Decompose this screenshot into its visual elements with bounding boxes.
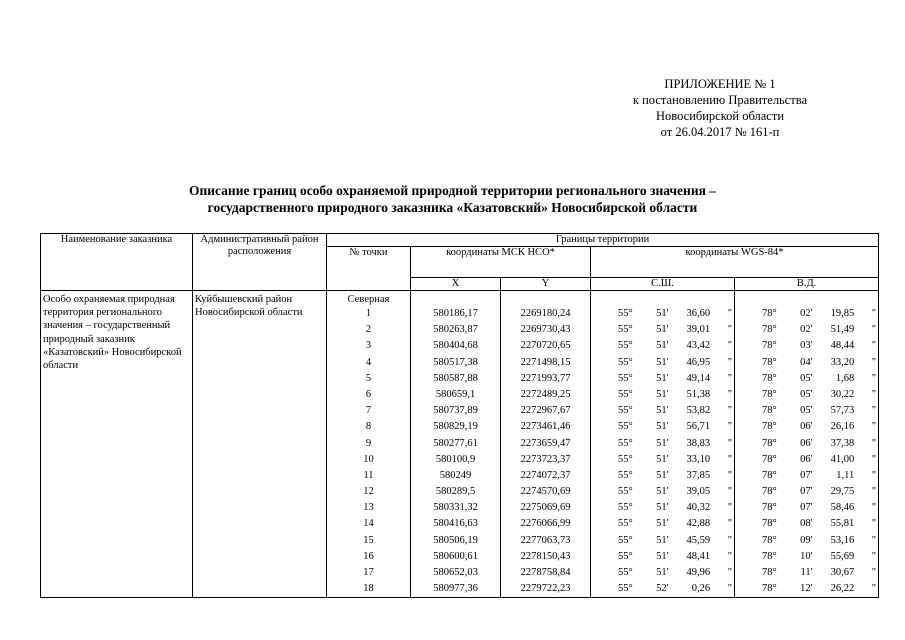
x-coords-cell — [411, 291, 501, 598]
seconds-mark: " — [871, 469, 877, 481]
lon-minutes: 04' — [800, 356, 813, 368]
seconds-mark: " — [727, 324, 733, 336]
point-number: 10 — [363, 453, 374, 465]
appendix-line-1: ПРИЛОЖЕНИЕ № 1 — [664, 77, 776, 91]
lat-degrees: 55° — [618, 421, 633, 433]
lon-seconds: 55,81 — [830, 518, 855, 530]
lat-minutes: 51' — [656, 405, 669, 417]
point-number: 17 — [363, 567, 374, 578]
lon-minutes: 03' — [800, 340, 813, 352]
header-y: Y — [501, 278, 591, 291]
lon-seconds: 37,38 — [830, 437, 855, 449]
seconds-mark: " — [727, 372, 733, 384]
lon-minutes: 08' — [800, 518, 813, 530]
y-value: 2271993,77 — [520, 372, 571, 384]
lon-minutes: 06' — [800, 437, 813, 449]
seconds-mark: " — [727, 453, 733, 465]
lat-minutes: 51' — [656, 453, 669, 465]
lon-degrees: 78° — [762, 518, 777, 530]
borders-table — [40, 233, 879, 598]
point-number: 4 — [365, 356, 372, 368]
x-value: 580829,19 — [433, 421, 478, 433]
lat-seconds: 37,85 — [686, 469, 711, 481]
lon-minutes: 06' — [800, 421, 813, 433]
y-value: 2274570,69 — [520, 486, 571, 498]
lat-list — [593, 306, 732, 597]
seconds-mark: " — [871, 388, 877, 400]
lat-seconds: 33,10 — [686, 453, 711, 465]
seconds-mark: " — [727, 486, 733, 498]
header-name: Наименование заказника — [41, 234, 193, 291]
lat-minutes: 51' — [656, 372, 669, 384]
y-value: 2270720,65 — [520, 340, 571, 352]
seconds-mark: " — [871, 437, 877, 449]
lat-degrees: 55° — [618, 469, 633, 481]
lon-value — [737, 322, 876, 338]
lat-value — [593, 355, 732, 371]
lon-seconds: 26,16 — [830, 421, 855, 433]
lat-minutes: 51' — [656, 356, 669, 368]
y-value: 2271498,15 — [520, 356, 571, 368]
lat-minutes: 51' — [656, 469, 669, 481]
lat-minutes: 51' — [656, 486, 669, 498]
lat-degrees: 55° — [618, 356, 633, 368]
lat-value — [593, 516, 732, 532]
lon-minutes: 05' — [800, 388, 813, 400]
lat-minutes: 51' — [656, 308, 669, 319]
point-number: 12 — [363, 486, 374, 498]
seconds-mark: " — [871, 518, 877, 530]
x-value: 580289,5 — [435, 486, 476, 498]
x-value: 580506,19 — [433, 534, 478, 546]
x-value: 580263,87 — [433, 324, 478, 336]
y-coords-cell — [501, 291, 591, 598]
seconds-mark: " — [727, 388, 733, 400]
header-borders: Границы территории — [327, 234, 879, 247]
lon-value — [737, 500, 876, 516]
lat-seconds: 45,59 — [686, 534, 711, 546]
title-line-1: Описание границ особо охраняемой природной территории регионального значения – — [188, 183, 717, 198]
lon-degrees: 78° — [762, 534, 777, 546]
lat-degrees: 55° — [618, 388, 633, 400]
x-value: 580249 — [439, 469, 472, 481]
seconds-mark: " — [727, 502, 733, 514]
lon-degrees: 78° — [762, 340, 777, 352]
lon-degrees: 78° — [762, 437, 777, 449]
x-value: 580100,9 — [435, 453, 476, 465]
y-value: 2278150,43 — [520, 550, 571, 562]
lon-value — [737, 371, 876, 387]
seconds-mark: " — [871, 340, 877, 352]
lat-seconds: 53,82 — [686, 405, 711, 417]
lat-minutes: 51' — [656, 421, 669, 433]
point-number: 2 — [365, 324, 372, 336]
x-value: 580277,61 — [433, 437, 478, 449]
header-point-no: № точки — [327, 247, 411, 291]
lon-minutes: 06' — [800, 453, 813, 465]
lat-value — [593, 581, 732, 597]
lon-value — [737, 403, 876, 419]
lat-seconds: 46,95 — [686, 356, 711, 368]
lat-degrees: 55° — [618, 437, 633, 449]
seconds-mark: " — [871, 405, 877, 417]
lon-degrees: 78° — [762, 388, 777, 400]
lon-value — [737, 484, 876, 500]
lat-seconds: 42,88 — [686, 518, 711, 530]
lon-seconds: 33,20 — [830, 356, 855, 368]
lon-value — [737, 419, 876, 435]
lat-seconds: 49,96 — [686, 567, 711, 578]
lat-minutes: 51' — [656, 534, 669, 546]
lon-value — [737, 565, 876, 581]
seconds-mark: " — [727, 308, 733, 319]
lat-seconds: 0,26 — [691, 583, 711, 595]
lat-seconds: 48,41 — [686, 550, 711, 562]
lat-minutes: 52' — [656, 583, 669, 595]
appendix-line-3: Новосибирской области — [655, 109, 785, 123]
lat-minutes: 51' — [656, 550, 669, 562]
lon-value — [737, 533, 876, 549]
district-cell: Куйбышевский район Новосибирской области — [193, 291, 327, 598]
lon-degrees: 78° — [762, 502, 777, 514]
lat-value — [593, 387, 732, 403]
point-number: 15 — [363, 534, 374, 546]
seconds-mark: " — [871, 453, 877, 465]
lon-list — [737, 306, 876, 597]
reserve-name-cell: Особо охраняемая природная территория регионального значения – государственный природный заказник «Казатовский» Новосибирской области — [41, 291, 193, 598]
seconds-mark: " — [727, 518, 733, 530]
lat-degrees: 55° — [618, 583, 633, 595]
lon-degrees: 78° — [762, 486, 777, 498]
x-value: 580517,38 — [433, 356, 478, 368]
document-title — [0, 182, 905, 216]
lon-degrees: 78° — [762, 421, 777, 433]
seconds-mark: " — [871, 502, 877, 514]
lat-seconds: 49,14 — [686, 372, 711, 384]
lon-degrees: 78° — [762, 372, 777, 384]
lat-degrees: 55° — [618, 486, 633, 498]
lat-minutes: 51' — [656, 437, 669, 449]
lat-value — [593, 306, 732, 322]
y-value: 2276066,99 — [520, 518, 571, 530]
y-value: 2273723,37 — [520, 453, 571, 465]
lon-minutes: 07' — [800, 469, 813, 481]
lat-value — [593, 436, 732, 452]
header-lat: С.Ш. — [591, 278, 735, 291]
header-lon: В.Д. — [735, 278, 879, 291]
point-number: 7 — [365, 405, 372, 417]
seconds-mark: " — [871, 550, 877, 562]
seconds-mark: " — [871, 534, 877, 546]
point-number: 6 — [365, 388, 372, 400]
lon-value — [737, 355, 876, 371]
appendix-line-4: от 26.04.2017 № 161-п — [660, 125, 780, 139]
x-value: 580600,61 — [433, 550, 478, 562]
lon-coords-cell — [735, 291, 879, 598]
seconds-mark: " — [871, 583, 877, 595]
x-value: 580977,36 — [433, 583, 478, 595]
lat-minutes: 51' — [656, 502, 669, 514]
seconds-mark: " — [727, 356, 733, 368]
lon-minutes: 07' — [800, 486, 813, 498]
point-number: 9 — [365, 437, 372, 449]
lat-seconds: 36,60 — [686, 308, 711, 319]
point-number: 14 — [363, 518, 374, 530]
x-value: 580416,63 — [433, 518, 478, 530]
lat-minutes: 51' — [656, 567, 669, 578]
y-value: 2272967,67 — [520, 405, 571, 417]
point-number: 5 — [365, 372, 372, 384]
title-line-2: государственного природного заказника «Казатовский» Новосибирской области — [207, 200, 698, 215]
lat-value — [593, 403, 732, 419]
seconds-mark: " — [727, 534, 733, 546]
lon-seconds: 51,49 — [830, 324, 855, 336]
lon-degrees: 78° — [762, 550, 777, 562]
seconds-mark: " — [871, 421, 877, 433]
x-value: 580331,32 — [433, 502, 478, 514]
point-list — [329, 306, 408, 597]
seconds-mark: " — [727, 405, 733, 417]
lon-seconds: 19,85 — [830, 308, 855, 319]
header-msk: координаты МСК НСО* — [411, 247, 591, 278]
lon-seconds: 57,73 — [830, 405, 855, 417]
y-value: 2275069,69 — [520, 502, 571, 514]
lon-seconds: 53,16 — [830, 534, 855, 546]
lon-minutes: 11' — [800, 567, 813, 578]
lon-value — [737, 468, 876, 484]
y-value: 2274072,37 — [520, 469, 571, 481]
lon-degrees: 78° — [762, 453, 777, 465]
y-value: 2269180,24 — [520, 308, 571, 319]
point-number: 8 — [365, 421, 372, 433]
lat-minutes: 51' — [656, 324, 669, 336]
point-number: 11 — [363, 469, 374, 481]
lon-value — [737, 436, 876, 452]
lat-coords-cell — [591, 291, 735, 598]
lat-value — [593, 371, 732, 387]
x-value: 580652,03 — [433, 567, 478, 578]
section-label: Северная — [347, 294, 390, 305]
point-numbers-cell — [327, 291, 411, 598]
y-value: 2278758,84 — [520, 567, 571, 578]
y-value: 2277063,73 — [520, 534, 571, 546]
lon-seconds: 58,46 — [830, 502, 855, 514]
seconds-mark: " — [871, 356, 877, 368]
lat-value — [593, 338, 732, 354]
lat-seconds: 56,71 — [686, 421, 711, 433]
seconds-mark: " — [727, 583, 733, 595]
seconds-mark: " — [871, 372, 877, 384]
lon-minutes: 09' — [800, 534, 813, 546]
lat-degrees: 55° — [618, 340, 633, 352]
lon-degrees: 78° — [762, 308, 777, 319]
point-number: 16 — [363, 550, 374, 562]
lat-value — [593, 533, 732, 549]
lat-degrees: 55° — [618, 502, 633, 514]
lat-value — [593, 500, 732, 516]
lat-value — [593, 322, 732, 338]
point-number: 13 — [363, 502, 374, 514]
lon-minutes: 12' — [800, 583, 813, 595]
seconds-mark: " — [871, 486, 877, 498]
appendix-line-2: к постановлению Правительства — [632, 93, 808, 107]
lat-value — [593, 468, 732, 484]
lon-seconds: 55,69 — [830, 550, 855, 562]
lat-seconds: 38,83 — [686, 437, 711, 449]
appendix-header — [560, 76, 880, 140]
x-list — [413, 306, 498, 597]
lon-degrees: 78° — [762, 469, 777, 481]
seconds-mark: " — [727, 550, 733, 562]
seconds-mark: " — [871, 567, 877, 578]
y-value: 2272489,25 — [520, 388, 571, 400]
lon-value — [737, 516, 876, 532]
lon-value — [737, 306, 876, 322]
lat-degrees: 55° — [618, 324, 633, 336]
y-value: 2273461,46 — [520, 421, 571, 433]
lat-minutes: 51' — [656, 340, 669, 352]
lat-degrees: 55° — [618, 567, 633, 578]
lon-degrees: 78° — [762, 405, 777, 417]
lon-minutes: 02' — [800, 324, 813, 336]
lon-minutes: 05' — [800, 372, 813, 384]
lat-seconds: 51,38 — [686, 388, 711, 400]
lon-value — [737, 387, 876, 403]
lat-seconds: 43,42 — [686, 340, 711, 352]
lon-degrees: 78° — [762, 567, 777, 578]
seconds-mark: " — [727, 469, 733, 481]
lat-seconds: 40,32 — [686, 502, 711, 514]
seconds-mark: " — [727, 437, 733, 449]
lat-minutes: 51' — [656, 388, 669, 400]
x-value: 580659,1 — [435, 388, 476, 400]
lat-value — [593, 549, 732, 565]
point-number: 3 — [365, 340, 372, 352]
header-wgs: координаты WGS-84* — [591, 247, 879, 278]
seconds-mark: " — [727, 340, 733, 352]
lon-degrees: 78° — [762, 324, 777, 336]
lat-seconds: 39,05 — [686, 486, 711, 498]
x-value: 580587,88 — [433, 372, 478, 384]
lat-degrees: 55° — [618, 550, 633, 562]
lat-degrees: 55° — [618, 453, 633, 465]
y-value: 2273659,47 — [520, 437, 571, 449]
lat-degrees: 55° — [618, 405, 633, 417]
lon-seconds: 30,22 — [830, 388, 855, 400]
header-x: X — [411, 278, 501, 291]
lat-value — [593, 452, 732, 468]
lon-minutes: 07' — [800, 502, 813, 514]
y-value: 2279722,23 — [520, 583, 571, 595]
lat-value — [593, 484, 732, 500]
seconds-mark: " — [727, 567, 733, 578]
lat-minutes: 51' — [656, 518, 669, 530]
seconds-mark: " — [727, 421, 733, 433]
lat-degrees: 55° — [618, 518, 633, 530]
lon-degrees: 78° — [762, 356, 777, 368]
lat-degrees: 55° — [618, 308, 633, 319]
lat-degrees: 55° — [618, 534, 633, 546]
lon-seconds: 30,67 — [830, 567, 855, 578]
lon-seconds: 26,22 — [830, 583, 855, 595]
lon-minutes: 05' — [800, 405, 813, 417]
point-number: 1 — [365, 308, 372, 319]
header-district: Административный район расположения — [193, 234, 327, 291]
y-value: 2269730,43 — [520, 324, 571, 336]
lon-minutes: 10' — [800, 550, 813, 562]
lon-seconds: 41,00 — [830, 453, 855, 465]
lat-seconds: 39,01 — [686, 324, 711, 336]
lon-seconds: 48,44 — [830, 340, 855, 352]
x-value: 580186,17 — [433, 308, 478, 319]
y-list — [503, 306, 588, 597]
lon-value — [737, 549, 876, 565]
seconds-mark: " — [871, 308, 877, 319]
lon-seconds: 29,75 — [830, 486, 855, 498]
lon-minutes: 02' — [800, 308, 813, 319]
lon-seconds: 1,68 — [835, 372, 855, 384]
lat-value — [593, 565, 732, 581]
x-value: 580404,68 — [433, 340, 478, 352]
point-number: 18 — [363, 583, 374, 595]
lat-degrees: 55° — [618, 372, 633, 384]
lon-value — [737, 452, 876, 468]
lon-value — [737, 338, 876, 354]
seconds-mark: " — [871, 324, 877, 336]
lon-seconds: 1,11 — [836, 469, 855, 481]
lon-value — [737, 581, 876, 597]
x-value: 580737,89 — [433, 405, 478, 417]
lat-value — [593, 419, 732, 435]
lon-degrees: 78° — [762, 583, 777, 595]
